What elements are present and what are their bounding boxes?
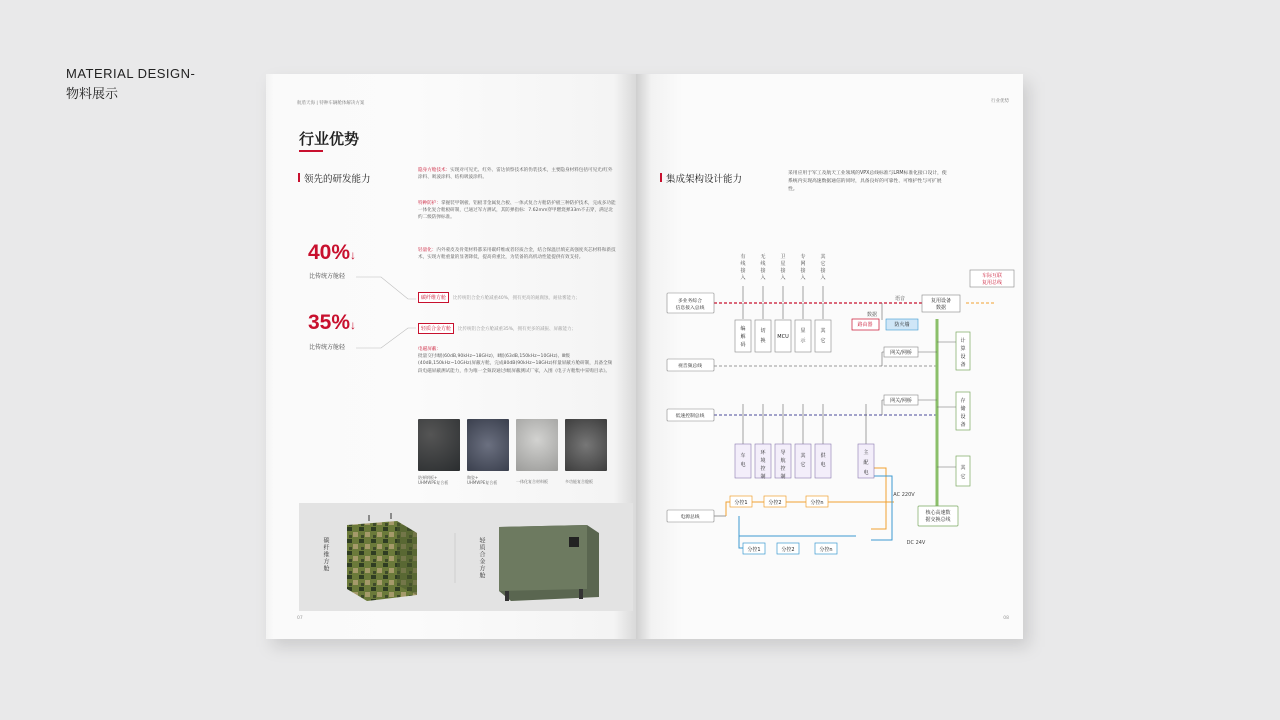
stat-40-label: 比传统方舱轻 xyxy=(309,273,346,280)
svg-text:低速控制总线: 低速控制总线 xyxy=(675,414,705,419)
sample-image-3 xyxy=(516,419,558,471)
svg-text:网关/网桥: 网关/网桥 xyxy=(890,350,912,356)
para-emi: 电磁屏蔽： 批量交付Ⅰ级(60dB,90kHz~18GHz)，Ⅱ级(63dB,150kHz~10GHz)、Ⅲ级(40dB,150kHz~10GHz)屏蔽方舱，完成80dB(90kHz~18GHz)样量屏蔽方舱研制，具备全频段电磁屏蔽测试能力，作为唯一全频段通过Ⅰ级屏蔽测试厂家，入围《电子方舱集中采购目录》。 xyxy=(418,347,613,374)
tag-alloy: 轻质合金方舱 xyxy=(418,323,454,334)
svg-text:境: 境 xyxy=(760,458,766,464)
svg-text:电源总线: 电源总线 xyxy=(680,515,700,520)
svg-text:卫: 卫 xyxy=(780,254,786,260)
svg-text:计: 计 xyxy=(960,338,966,344)
sample-image-2 xyxy=(467,419,509,471)
svg-text:其: 其 xyxy=(820,254,826,260)
svg-text:入: 入 xyxy=(760,275,766,281)
svg-text:其: 其 xyxy=(800,453,806,459)
svg-text:车: 车 xyxy=(740,453,746,459)
svg-text:其: 其 xyxy=(820,328,826,334)
svg-text:导: 导 xyxy=(780,450,786,456)
sample-image-4 xyxy=(565,419,607,471)
svg-text:数据: 数据 xyxy=(935,305,947,311)
low-boxes xyxy=(735,444,874,480)
svg-text:分控2: 分控2 xyxy=(781,547,795,553)
svg-text:制: 制 xyxy=(760,474,766,480)
tag-carbon: 碳纤维方舱 xyxy=(418,292,449,303)
svg-text:核心高速数: 核心高速数 xyxy=(925,510,951,516)
svg-text:换: 换 xyxy=(760,338,766,344)
stat-35: 35%↓ xyxy=(308,311,357,334)
svg-text:网关/网桥: 网关/网桥 xyxy=(890,398,912,404)
svg-text:分控n: 分控n xyxy=(810,500,824,506)
svg-text:星: 星 xyxy=(780,261,786,267)
svg-text:线: 线 xyxy=(740,261,746,267)
right-intro: 采用应用于军工及航天工业领域的VPX总线标准与LRM标准化接口设计，使系统内实现高速数据通信的同时，具备良好的可靠性、可维护性与可扩展性。 xyxy=(788,171,947,192)
stat-35-label: 比传统方舱轻 xyxy=(309,344,346,351)
photo-label-alloy: 轻质合金方舱 xyxy=(478,537,485,579)
svg-text:入: 入 xyxy=(740,275,746,281)
svg-text:编: 编 xyxy=(740,326,746,332)
svg-text:电: 电 xyxy=(740,462,746,468)
svg-text:它: 它 xyxy=(820,261,826,267)
svg-text:接: 接 xyxy=(760,268,766,274)
svg-text:配: 配 xyxy=(863,460,869,466)
svg-text:防火墙: 防火墙 xyxy=(894,322,910,328)
svg-text:储: 储 xyxy=(960,406,966,412)
svg-text:电: 电 xyxy=(863,470,869,476)
svg-text:它: 它 xyxy=(800,462,806,468)
shelter-photo-panel xyxy=(299,503,633,611)
svg-text:入: 入 xyxy=(800,275,806,281)
svg-text:它: 它 xyxy=(820,338,826,344)
top-input-arrows xyxy=(743,286,956,467)
photo-label-carbon: 碳纤维方舱 xyxy=(322,537,329,572)
right-section-title: 集成架构设计能力 xyxy=(666,171,742,185)
tag-row-carbon xyxy=(418,292,580,303)
sample-caption-1: 防弹钢板+ UHMWPE复合板 xyxy=(418,475,449,485)
svg-text:AC 220V: AC 220V xyxy=(893,492,915,498)
tag-carbon-text: 比传统铝合金方舱减重40%，拥有更高的耐腐蚀、耐盐雾能力； xyxy=(453,295,581,301)
svg-text:接: 接 xyxy=(780,268,786,274)
top-input-labels xyxy=(740,253,826,281)
bus-labels xyxy=(667,293,714,522)
svg-text:设: 设 xyxy=(960,414,966,420)
svg-text:其: 其 xyxy=(960,465,966,471)
svg-text:供: 供 xyxy=(820,453,826,459)
svg-text:MCU: MCU xyxy=(777,334,789,340)
right-header: 行业优势 xyxy=(991,99,1009,104)
sample-caption-4: 多功能复合舱板 xyxy=(565,479,593,484)
stat-40: 40%↓ xyxy=(308,241,357,264)
svg-text:设: 设 xyxy=(960,354,966,360)
svg-text:码: 码 xyxy=(740,342,746,348)
svg-text:专: 专 xyxy=(800,254,806,260)
svg-text:线: 线 xyxy=(760,261,766,267)
svg-text:示: 示 xyxy=(800,338,806,344)
svg-text:信息接入总线: 信息接入总线 xyxy=(675,306,705,311)
svg-text:算: 算 xyxy=(960,346,966,352)
gateways xyxy=(884,347,918,405)
page-title: 行业优势 xyxy=(299,130,360,148)
svg-text:复用总线: 复用总线 xyxy=(981,280,1003,286)
architecture-diagram xyxy=(636,74,1023,639)
svg-text:航: 航 xyxy=(780,458,786,464)
svg-text:接: 接 xyxy=(740,268,746,274)
header-brand: 航盾天海 | 特种车辆舱体解决方案 xyxy=(297,101,365,106)
sample-caption-2: 陶瓷+ UHMWPE复合板 xyxy=(467,475,498,485)
svg-text:控: 控 xyxy=(760,466,766,472)
svg-text:多业务综合: 多业务综合 xyxy=(678,299,702,304)
sample-caption-3: 一体化复合材料板 xyxy=(516,479,548,484)
right-devices xyxy=(918,332,970,526)
para-protection: 特种防护：掌握装甲钢板、铝板非金属复合板、一体式复合方舱防护板三种防护技术，完成多功能一体化复合舱板研制，已通过军方测试，其防弹指标：7.62mm穿甲燃烧弹33m不击穿，满足北约二级防弹标准。 xyxy=(418,201,616,221)
section-heading: 领先的研发能力 xyxy=(304,171,371,185)
brand-title-en: MATERIAL DESIGN- xyxy=(66,66,196,81)
svg-text:制: 制 xyxy=(780,474,786,480)
svg-text:显: 显 xyxy=(800,328,806,334)
svg-text:分控1: 分控1 xyxy=(734,500,748,506)
router-firewall xyxy=(852,270,1014,330)
svg-text:分控n: 分控n xyxy=(819,547,833,553)
svg-text:视音频总线: 视音频总线 xyxy=(678,364,702,369)
svg-text:切: 切 xyxy=(760,328,766,334)
svg-text:据交换总线: 据交换总线 xyxy=(925,517,951,523)
svg-text:路由器: 路由器 xyxy=(857,322,873,328)
svg-text:网: 网 xyxy=(800,261,806,267)
svg-text:语音: 语音 xyxy=(894,296,906,302)
shelter-illustrations xyxy=(299,503,633,611)
para-lightweight: 轻量化：内外蒙皮及骨架材料都采用碳纤维或者轻质合金，结合保温层填充高强度夹芯材料和新技术，实现方舱重量的显著降低，提高荷重比，为装备的高机动性能提供有效支持。 xyxy=(418,248,616,261)
svg-text:存: 存 xyxy=(960,398,966,404)
svg-text:车际互联: 车际互联 xyxy=(981,273,1003,279)
svg-text:环: 环 xyxy=(760,450,766,456)
brand-title xyxy=(66,66,195,102)
svg-text:分控1: 分控1 xyxy=(747,547,761,553)
svg-text:复用设备: 复用设备 xyxy=(930,298,952,304)
tag-alloy-text: 比传统铝合金方舱减重35%，拥有更多的减振、屏蔽能力； xyxy=(458,326,577,332)
svg-text:控: 控 xyxy=(780,466,786,472)
svg-text:解: 解 xyxy=(740,334,746,340)
svg-text:接: 接 xyxy=(800,268,806,274)
svg-text:入: 入 xyxy=(780,275,786,281)
power-branches xyxy=(730,492,926,554)
svg-text:DC 24V: DC 24V xyxy=(906,540,926,546)
sample-image-1 xyxy=(418,419,460,471)
svg-text:入: 入 xyxy=(820,275,826,281)
mid-boxes xyxy=(735,320,831,352)
brand-title-zh: 物料展示 xyxy=(66,87,119,102)
svg-text:分控2: 分控2 xyxy=(768,500,782,506)
svg-text:无: 无 xyxy=(760,254,766,260)
tag-row-alloy xyxy=(418,323,576,334)
left-page-number: 07 xyxy=(297,616,303,621)
svg-text:接: 接 xyxy=(820,268,826,274)
right-page xyxy=(636,74,1023,639)
left-page xyxy=(266,74,636,639)
svg-text:有: 有 xyxy=(740,254,746,260)
svg-text:数据: 数据 xyxy=(866,312,878,318)
svg-text:备: 备 xyxy=(960,362,966,368)
svg-text:电: 电 xyxy=(820,462,826,468)
svg-text:备: 备 xyxy=(960,422,966,428)
svg-text:主: 主 xyxy=(863,450,869,456)
brochure-spread xyxy=(266,74,1023,639)
svg-text:它: 它 xyxy=(960,474,966,480)
para-stealth: 隐身方舱技术：实现对可见光、红外、雷达侦察技术的伪装技术，主要隐身材料包括可见光/红外涂料、吸波涂料、结构吸波涂料。 xyxy=(418,168,613,181)
right-page-number: 08 xyxy=(1003,616,1009,621)
